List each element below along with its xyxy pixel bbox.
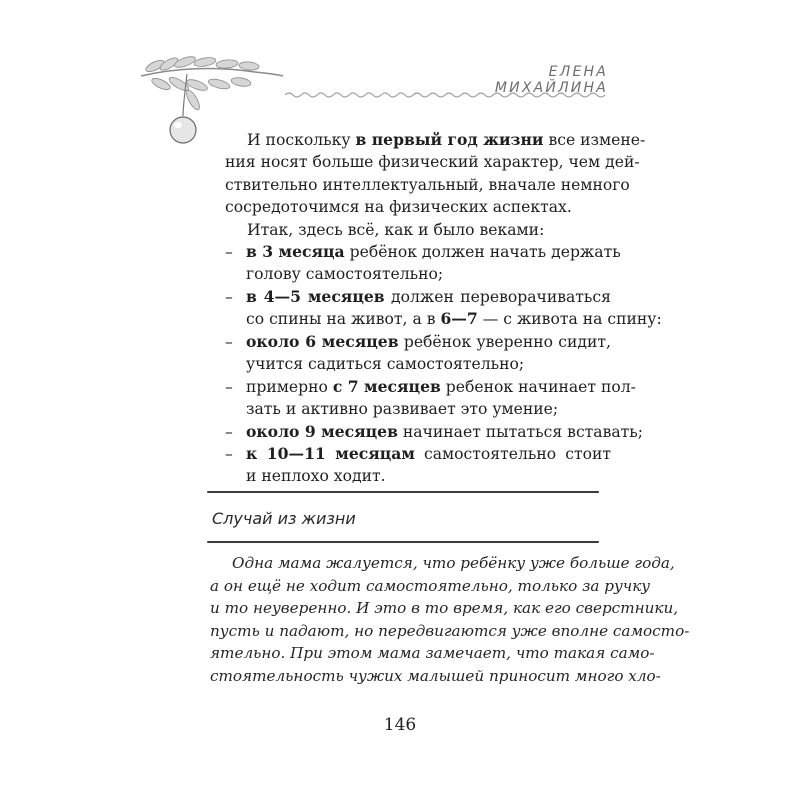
section-rule-top	[207, 491, 599, 493]
intro-paragraph	[225, 129, 646, 241]
story-line: ятельно. При этом мама замечает, что такая само-	[210, 644, 655, 663]
list-item-7-months: примерно с 7 месяцев ребенок начинает пол- зать и активно развивает это умение;	[246, 377, 636, 419]
list-item-3-months: в 3 месяца ребёнок должен начать держать голову самостоятельно;	[246, 242, 621, 284]
story-line: а он ещё не ходит самостоятельно, только за ручку	[210, 576, 651, 595]
running-header-author: ЕЛЕНА МИХАЙЛИНА	[494, 64, 608, 96]
story-line: стоятельность чужих малышей приносит много хло-	[210, 666, 661, 685]
intro-line-4: сосредоточимся на физических аспектах.	[225, 198, 572, 217]
story-line: пусть и падают, но передвигаются уже вполне самосто-	[210, 621, 690, 640]
list-dash: –	[225, 288, 233, 306]
header-wave-rule	[285, 88, 609, 102]
intro-line-2: ния носят больше физический характер, чем дей-	[225, 153, 640, 172]
case-story	[210, 552, 690, 688]
list-item-10-11-months: к 10—11 месяцам самостоятельно стоит и неплохо ходит.	[246, 444, 611, 486]
list-dash: –	[225, 445, 233, 463]
list-dash: –	[225, 243, 233, 261]
list-dash: –	[225, 378, 233, 396]
page-number: 146	[383, 715, 417, 735]
list-item-4-5-months: в 4—5 месяцев должен переворачиваться со спины на живот, а в 6—7 — с живота на спину:	[246, 287, 662, 329]
intro-line-3: ствительно интеллектуальный, вначале немного	[225, 175, 630, 194]
section-rule-bottom	[207, 541, 599, 543]
intro-line-1: И поскольку в первый год жизни все измене-	[247, 130, 646, 149]
list-dash: –	[225, 333, 233, 351]
intro-line-5: Итак, здесь всё, как и было веками:	[247, 220, 545, 239]
story-line: и то неуверенно. И это в то время, как его сверстники,	[210, 599, 679, 618]
list-item-9-months: около 9 месяцев начинает пытаться вставать;	[246, 422, 644, 441]
story-line: Одна мама жалуется, что ребёнку уже больше года,	[232, 554, 675, 572]
case-section-title: Случай из жизни	[212, 509, 356, 528]
list-item-6-months: около 6 месяцев ребёнок уверенно сидит, учится садиться самостоятельно;	[246, 332, 611, 374]
list-dash: –	[225, 423, 233, 441]
